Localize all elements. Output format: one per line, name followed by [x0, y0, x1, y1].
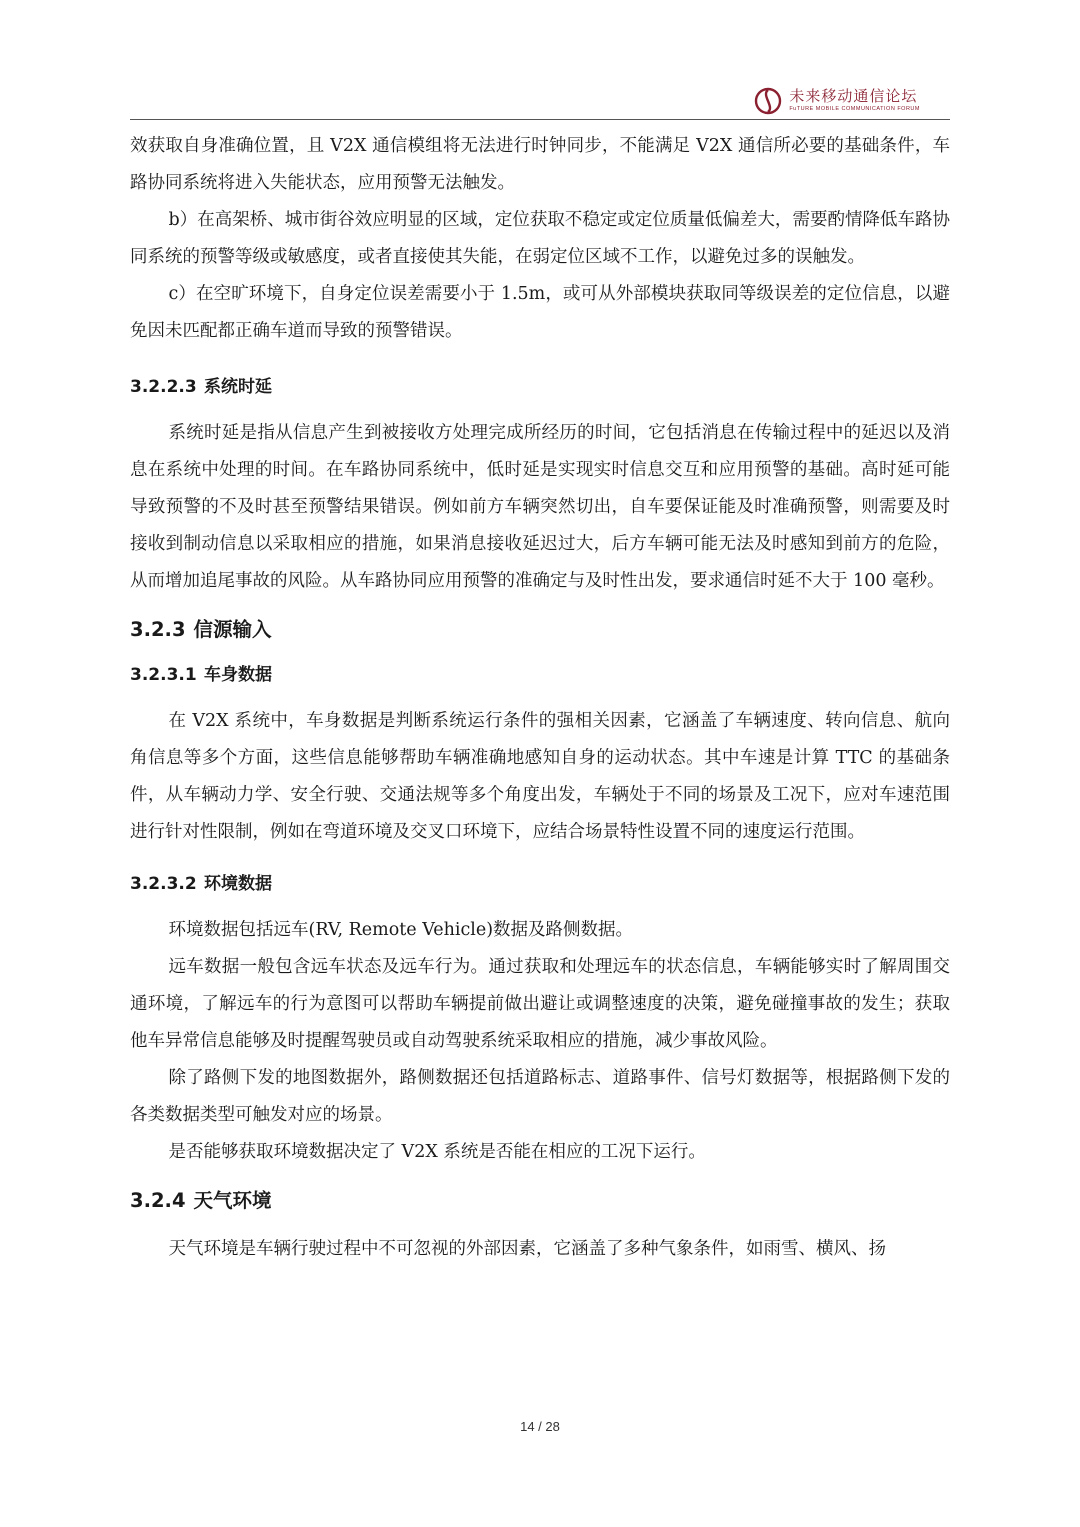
paragraph: 系统时延是指从信息产生到被接收方处理完成所经历的时间，它包括消息在传输过程中的延迟以及消息在系统中处理的时间。在车路协同系统中，低时延是实现实时信息交互和应用预警的基础。高时延可能导致预警的不及时甚至预警结果错误。例如前方车辆突然切出，自车要保证能及时准确预警，则需要及时接收到制动信息以采取相应的措施，如果消息接收延迟过大，后方车辆可能无法及时感知到前方的危险，从而增加追尾事故的风险。从车路协同应用预警的准确定与及时性出发，要求通信时延不大于 100 毫秒。: [130, 423, 950, 591]
forum-logo-icon: [753, 86, 783, 116]
logo-chinese-text: 未来移动通信论坛: [789, 87, 918, 106]
logo-english-text: FuTURE MOBILE COMMUNICATION FORUM: [789, 106, 920, 113]
paragraph: 远车数据一般包含远车状态及远车行为。通过获取和处理远车的状态信息，车辆能够实时了解周围交通环境，了解远车的行为意图可以帮助车辆提前做出避让或调整速度的决策，避免碰撞事故的发生；获取他车异常信息能够及时提醒驾驶员或自动驾驶系统采取相应的措施，减少事故风险。: [130, 957, 950, 1051]
paragraph: 天气环境是车辆行驶过程中不可忽视的外部因素，它涵盖了多种气象条件，如雨雪、横风、扬: [168, 1239, 886, 1259]
paragraph: 是否能够获取环境数据决定了 V2X 系统是否能在相应的工况下运行。: [168, 1142, 706, 1162]
section-heading-3-2-2-3: 3.2.2.3 系统时延: [130, 377, 272, 397]
paragraph: 效获取自身准确位置，且 V2X 通信模组将无法进行时钟同步，不能满足 V2X 通信所必要的基础条件，车路协同系统将进入失能状态，应用预警无法触发。: [130, 136, 950, 193]
paragraph: 环境数据包括远车(RV, Remote Vehicle)数据及路侧数据。: [168, 920, 634, 940]
section-heading-3-2-3: 3.2.3 信源输入: [130, 618, 272, 641]
section-heading-3-2-3-2: 3.2.3.2 环境数据: [130, 874, 272, 894]
page-number: 14 / 28: [520, 1419, 560, 1434]
paragraph: 在 V2X 系统中，车身数据是判断系统运行条件的强相关因素，它涵盖了车辆速度、转向信息、航向角信息等多个方面，这些信息能够帮助车辆准确地感知自身的运动状态。其中车速是计算 TTC 的基础条件，从车辆动力学、安全行驶、交通法规等多个角度出发，车辆处于不同的场景及工况下，应对车速范围进行针对性限制，例如在弯道环境及交叉口环境下，应结合场景特性设置不同的速度运行范围。: [130, 711, 950, 842]
paragraph: 除了路侧下发的地图数据外，路侧数据还包括道路标志、道路事件、信号灯数据等，根据路侧下发的各类数据类型可触发对应的场景。: [130, 1068, 950, 1125]
page-body: [130, 128, 950, 1268]
paragraph: b）在高架桥、城市街谷效应明显的区域，定位获取不稳定或定位质量低偏差大，需要酌情降低车路协同系统的预警等级或敏感度，或者直接使其失能，在弱定位区域不工作，以避免过多的误触发。: [130, 210, 950, 267]
section-heading-3-2-3-1: 3.2.3.1 车身数据: [130, 665, 272, 685]
header-logo: [753, 86, 920, 116]
header-divider: [130, 119, 950, 120]
paragraph: c）在空旷环境下，自身定位误差需要小于 1.5m，或可从外部模块获取同等级误差的定位信息，以避免因未匹配都正确车道而导致的预警错误。: [130, 284, 950, 341]
section-heading-3-2-4: 3.2.4 天气环境: [130, 1189, 272, 1212]
